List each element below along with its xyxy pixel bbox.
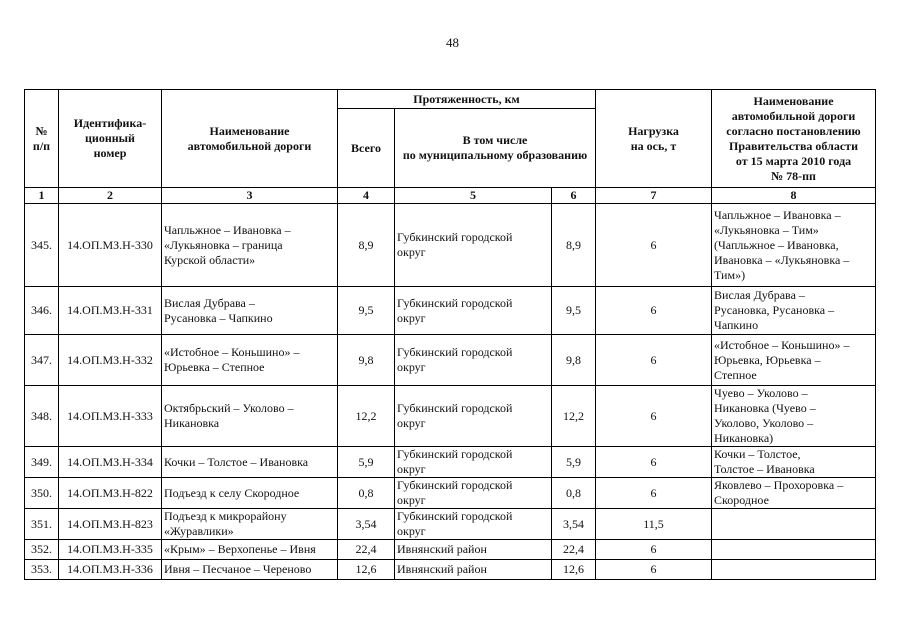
row-municipality: Губкинский городской округ (395, 509, 552, 540)
row-id: 14.ОП.МЗ.Н-335 (59, 540, 162, 560)
col-number: 1 (25, 188, 59, 204)
header-length-group: Протяженность, км (338, 90, 596, 109)
row-municipality: Ивнянский район (395, 540, 552, 560)
row-num: 346. (25, 287, 59, 335)
table-row (25, 335, 876, 386)
row-gov-name (712, 540, 876, 560)
row-total-length: 9,8 (338, 335, 395, 386)
row-municipality: Ивнянский район (395, 560, 552, 580)
row-road-name: Чапльжное – Ивановка – «Лукьяновка – граница Курской области» (162, 204, 338, 287)
row-gov-name: Кочки – Толстое, Толстое – Ивановка (712, 447, 876, 478)
row-num: 347. (25, 335, 59, 386)
row-road-name: Вислая Дубрава – Русановка – Чапкино (162, 287, 338, 335)
row-id: 14.ОП.МЗ.Н-332 (59, 335, 162, 386)
row-total-length: 22,4 (338, 540, 395, 560)
table-row (25, 204, 876, 287)
row-municipality: Губкинский городской округ (395, 447, 552, 478)
row-municipal-length: 3,54 (552, 509, 596, 540)
row-total-length: 5,9 (338, 447, 395, 478)
table-row (25, 560, 876, 580)
table-row (25, 287, 876, 335)
row-gov-name: Чуево – Уколово – Никановка (Чуево – Уколово, Уколово – Никановка) (712, 386, 876, 447)
row-road-name: Ивня – Песчаное – Череново (162, 560, 338, 580)
row-num: 353. (25, 560, 59, 580)
table-row (25, 386, 876, 447)
row-num: 345. (25, 204, 59, 287)
row-gov-name: Яковлево – Прохоровка – Скородное (712, 478, 876, 509)
row-id: 14.ОП.МЗ.Н-823 (59, 509, 162, 540)
row-gov-name (712, 509, 876, 540)
row-num: 349. (25, 447, 59, 478)
row-num: 352. (25, 540, 59, 560)
row-municipality: Губкинский городской округ (395, 335, 552, 386)
header-axle-load: Нагрузка на ось, т (596, 90, 712, 188)
row-road-name: Подъезд к микрорайону «Журавлики» (162, 509, 338, 540)
header-total: Всего (338, 109, 395, 188)
col-number: 5 (395, 188, 552, 204)
row-gov-name: Вислая Дубрава – Русановка, Русановка – Чапкино (712, 287, 876, 335)
row-total-length: 9,5 (338, 287, 395, 335)
row-road-name: Кочки – Толстое – Ивановка (162, 447, 338, 478)
row-axle-load: 11,5 (596, 509, 712, 540)
row-id: 14.ОП.МЗ.Н-330 (59, 204, 162, 287)
row-num: 350. (25, 478, 59, 509)
row-road-name: Октябрьский – Уколово – Никановка (162, 386, 338, 447)
table-row (25, 540, 876, 560)
row-gov-name (712, 560, 876, 580)
row-axle-load: 6 (596, 560, 712, 580)
row-axle-load: 6 (596, 287, 712, 335)
table-row (25, 509, 876, 540)
header-municipality: В том числе по муниципальному образованию (395, 109, 596, 188)
row-municipality: Губкинский городской округ (395, 478, 552, 509)
header-road-name: Наименование автомобильной дороги (162, 90, 338, 188)
col-number: 8 (712, 188, 876, 204)
row-municipal-length: 9,8 (552, 335, 596, 386)
row-municipal-length: 8,9 (552, 204, 596, 287)
col-number: 6 (552, 188, 596, 204)
header-id: Идентифика- ционный номер (59, 90, 162, 188)
row-total-length: 8,9 (338, 204, 395, 287)
row-axle-load: 6 (596, 204, 712, 287)
row-gov-name: Чапльжное – Ивановка – «Лукьяновка – Тим» (Чапльжное – Ивановка, Ивановка – «Лукьяновка – Тим») (712, 204, 876, 287)
row-municipal-length: 22,4 (552, 540, 596, 560)
row-municipal-length: 12,6 (552, 560, 596, 580)
row-road-name: Подъезд к селу Скородное (162, 478, 338, 509)
row-id: 14.ОП.МЗ.Н-822 (59, 478, 162, 509)
row-municipal-length: 12,2 (552, 386, 596, 447)
table-row (25, 447, 876, 478)
header-gov-name: Наименование автомобильной дороги согласно постановлению Правительства области от 15 марта 2010 года № 78-пп (712, 90, 876, 188)
page-number: 48 (446, 35, 459, 50)
col-number: 4 (338, 188, 395, 204)
row-total-length: 12,6 (338, 560, 395, 580)
row-axle-load: 6 (596, 540, 712, 560)
row-municipal-length: 9,5 (552, 287, 596, 335)
col-number: 7 (596, 188, 712, 204)
row-total-length: 0,8 (338, 478, 395, 509)
row-id: 14.ОП.МЗ.Н-333 (59, 386, 162, 447)
row-municipality: Губкинский городской округ (395, 287, 552, 335)
row-id: 14.ОП.МЗ.Н-334 (59, 447, 162, 478)
row-axle-load: 6 (596, 447, 712, 478)
row-municipality: Губкинский городской округ (395, 204, 552, 287)
row-municipal-length: 5,9 (552, 447, 596, 478)
row-road-name: «Истобное – Коньшино» – Юрьевка – Степное (162, 335, 338, 386)
row-gov-name: «Истобное – Коньшино» – Юрьевка, Юрьевка – Степное (712, 335, 876, 386)
col-number: 3 (162, 188, 338, 204)
row-id: 14.ОП.МЗ.Н-331 (59, 287, 162, 335)
header-num: № п/п (25, 90, 59, 188)
col-number: 2 (59, 188, 162, 204)
row-total-length: 12,2 (338, 386, 395, 447)
row-municipality: Губкинский городской округ (395, 386, 552, 447)
row-municipal-length: 0,8 (552, 478, 596, 509)
row-num: 348. (25, 386, 59, 447)
row-num: 351. (25, 509, 59, 540)
row-axle-load: 6 (596, 335, 712, 386)
row-axle-load: 6 (596, 386, 712, 447)
roads-table (24, 89, 876, 580)
row-axle-load: 6 (596, 478, 712, 509)
row-road-name: «Крым» – Верхопенье – Ивня (162, 540, 338, 560)
row-id: 14.ОП.МЗ.Н-336 (59, 560, 162, 580)
row-total-length: 3,54 (338, 509, 395, 540)
table-row (25, 478, 876, 509)
